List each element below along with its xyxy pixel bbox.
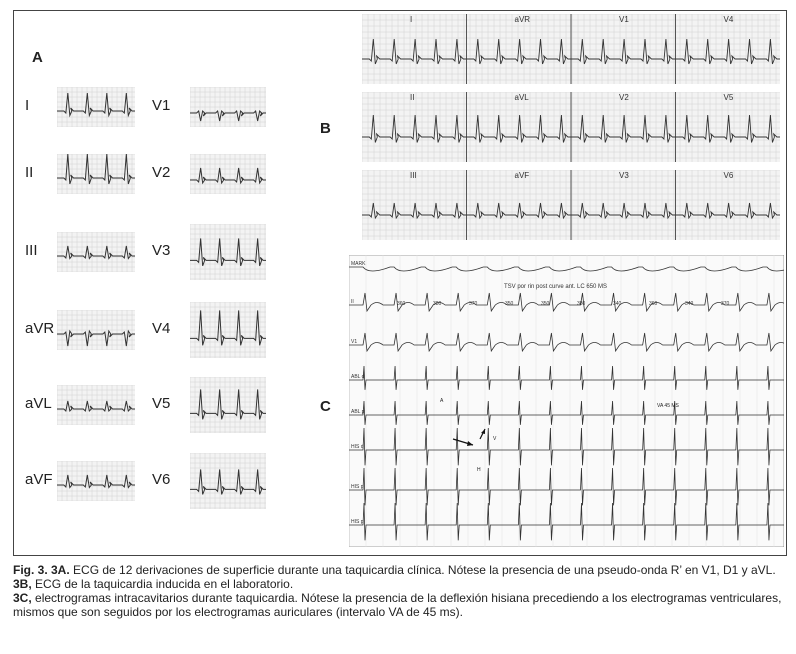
panel-a-lead-ii: II: [25, 164, 34, 181]
panel-c-channel-label: MARK: [351, 261, 366, 267]
panel-a-strip-v6: [190, 453, 266, 509]
caption-p3-bold: 3C,: [13, 591, 32, 605]
panel-b-lead-v6: V6: [723, 171, 734, 180]
panel-c-channel-label: HIS p: [351, 519, 364, 525]
panel-b-lead-avl: aVL: [514, 93, 529, 102]
panel-a-lead-i: I: [25, 97, 30, 114]
panel-a-lead-v5: V5: [152, 395, 171, 412]
panel-c-annotation-h: H: [477, 467, 481, 473]
panel-c-channel-label: HIS p: [351, 484, 364, 490]
caption-p3-text: electrogramas intracavitarios durante taquicardia. Nótese la presencia de la deflexión hisiana precediendo a los electrogramas ventriculares, mismos que son seguidos por los electrogramas auriculares (intervalo VA de 45 ms).: [13, 591, 782, 619]
panel-c-interval: 370: [721, 301, 730, 307]
caption-p1-text: ECG de 12 derivaciones de superficie durante una taquicardia clínica. Nótese la presencia de una pseudo-onda R’ en V1, D1 y aVL.: [69, 563, 776, 577]
panel-a-lead-iii: III: [25, 242, 38, 259]
panel-c-interval: 350: [541, 301, 550, 307]
panel-c-label: C: [320, 398, 331, 415]
panel-c-title: TSV por rin post curve ant. LC 650 MS: [504, 284, 608, 290]
panel-b-lead-avr: aVR: [514, 15, 531, 24]
panel-a-strip-i: [57, 87, 135, 127]
panel-a-strip-v3: [190, 224, 266, 280]
panel-c-interval: 350: [505, 301, 514, 307]
panel-a-lead-avf: aVF: [25, 471, 53, 488]
panel-c-annotation-va: VA 45 MS: [657, 403, 679, 409]
panel-a-strip-v1: [190, 87, 266, 127]
panel-c-channel-label: HIS d: [351, 444, 364, 450]
panel-c-channel-label: ABL p: [351, 409, 365, 415]
panel-c-interval: 340: [685, 301, 694, 307]
panel-c-interval: 370: [469, 301, 478, 307]
figure-caption: [13, 563, 787, 619]
panel-a-lead-v2: V2: [152, 164, 171, 181]
panel-b-row-3: [362, 170, 780, 240]
panel-c-interval: 360: [397, 301, 406, 307]
panel-c-interval: 340: [613, 301, 622, 307]
panel-c-annotation-a: A: [440, 398, 444, 404]
panel-a-strip-ii: [57, 154, 135, 194]
panel-b-lead-v4: V4: [723, 15, 734, 24]
panel-a-strip-v5: [190, 377, 266, 433]
caption-p2-bold: 3B,: [13, 577, 32, 591]
panel-a-strip-avf: [57, 461, 135, 501]
panel-b-lead-avf: aVF: [514, 171, 530, 180]
panel-c-interval: 380: [577, 301, 586, 307]
panel-b-row-1: [362, 14, 780, 84]
panel-a-strip-iii: [57, 232, 135, 272]
panel-a-lead-v4: V4: [152, 320, 171, 337]
panel-a-strip-v4: [190, 302, 266, 358]
panel-a-strip-avl: [57, 385, 135, 425]
panel-c-interval: 360: [649, 301, 658, 307]
panel-b-lead-v2: V2: [619, 93, 629, 102]
panel-a-lead-v6: V6: [152, 471, 171, 488]
panel-c-annotation-v: V: [493, 436, 497, 442]
panel-a-lead-v1: V1: [152, 97, 171, 114]
panel-a-strip-v2: [190, 154, 266, 194]
panel-b-lead-v5: V5: [723, 93, 734, 102]
panel-c-channel-label: ABL d: [351, 374, 365, 380]
panel-a-strip-avr: [57, 310, 135, 350]
caption-p1-bold: Fig. 3. 3A.: [13, 563, 70, 577]
panel-c-channel-label: V1: [351, 339, 358, 345]
panel-a-label: A: [32, 49, 43, 66]
panel-b-lead-i: I: [410, 15, 413, 24]
panel-b-label: B: [320, 120, 331, 137]
panel-b-row-2: [362, 92, 780, 162]
panel-b-lead-v1: V1: [619, 15, 629, 24]
panel-a-lead-v3: V3: [152, 242, 171, 259]
panel-c-electrograms: [349, 255, 784, 547]
panel-b-lead-v3: V3: [619, 171, 629, 180]
panel-b-lead-iii: III: [410, 171, 417, 180]
panel-c-channel-label: II: [351, 299, 354, 305]
panel-a-lead-avl: aVL: [25, 395, 52, 412]
panel-c-interval: 380: [433, 301, 442, 307]
panel-b-lead-ii: II: [410, 93, 415, 102]
caption-p2-text: ECG de la taquicardia inducida en el laboratorio.: [31, 577, 294, 591]
panel-a-lead-avr: aVR: [25, 320, 55, 337]
